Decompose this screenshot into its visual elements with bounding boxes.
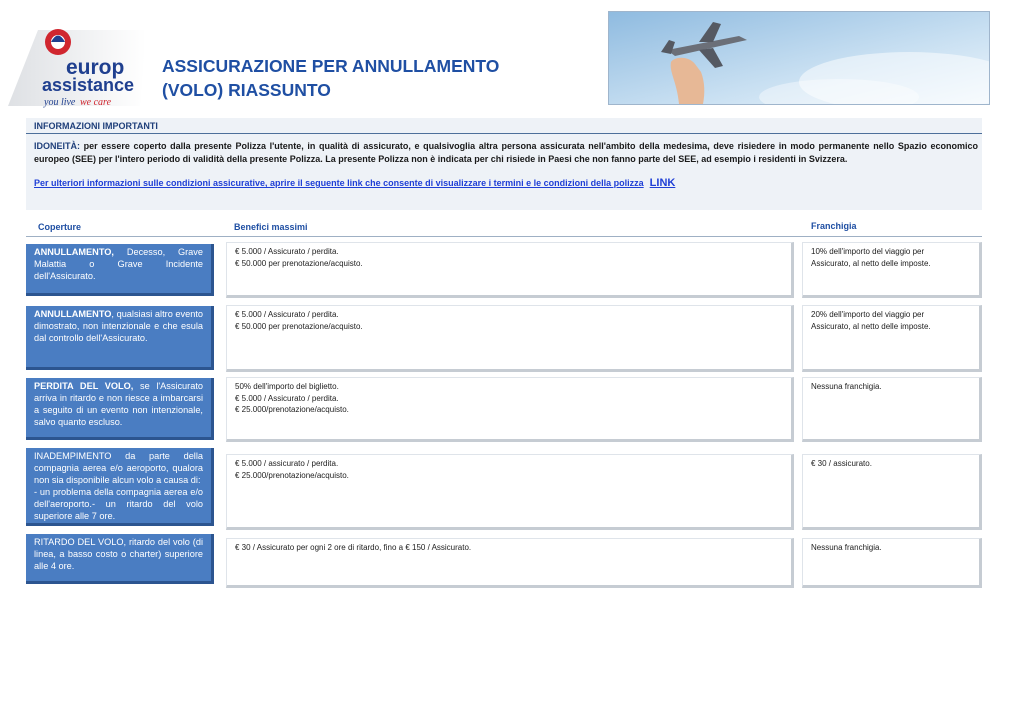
coverage-text: se l'Assicurato arriva in ritardo e non riesce a imbarcarsi a seguito di un evento non intenzionale, salvo quanto escluso.	[34, 381, 204, 427]
benefit-line: € 50.000 per prenotazione/acquisto.	[235, 321, 363, 331]
benefit-line: € 5.000 / Assicurato / perdita.	[235, 310, 339, 319]
deductible-cell	[802, 454, 982, 530]
benefit-line: € 50.000 per prenotazione/acquisto.	[235, 258, 363, 268]
benefit-line: € 25.000/prenotazione/acquisto.	[235, 470, 349, 480]
terms-link-label[interactable]: LINK	[649, 177, 676, 189]
deductible-line: 10% dell'importo del viaggio per	[811, 247, 925, 256]
benefit-cell	[226, 377, 794, 442]
coverage-cell	[26, 534, 214, 584]
info-divider	[26, 133, 982, 134]
eligibility-label: IDONEITÀ:	[34, 141, 80, 151]
benefit-line: € 5.000 / Assicurato / perdita.	[235, 393, 339, 403]
logo-tag-we-care: we care	[80, 97, 112, 108]
terms-link[interactable]	[34, 177, 675, 189]
coverage-text: , qualsiasi altro evento dimostrato, non intenzionale e che esula dal controllo dell'Assicurato.	[34, 309, 203, 343]
page-title-line1: ASSICURAZIONE PER ANNULLAMENTO	[162, 56, 500, 76]
page-title-line2: (VOLO) RIASSUNTO	[162, 80, 331, 100]
coverage-text: RITARDO DEL VOLO, ritardo del volo (di linea, a basso costo o charter) superiore alle 4 ore.	[34, 537, 203, 571]
airplane-photo	[608, 11, 990, 105]
deductible-line: Nessuna franchigia.	[811, 543, 882, 552]
logo-text-europ: europ	[66, 56, 125, 79]
coverage-cell	[26, 244, 214, 296]
deductible-line: Nessuna franchigia.	[811, 382, 882, 391]
coverage-cell	[26, 378, 214, 440]
europ-assistance-logo	[8, 26, 146, 108]
coverage-text: Decesso, Grave Malattia o Grave Incidente dell'Assicurato.	[34, 247, 203, 281]
coverage-text: INADEMPIMENTO da parte della compagnia aerea e/o aeroporto, qualora non sia disponibile alcun volo a causa di: - un problema della compagnia aerea e/o dell'aeroporto.- un ritardo del volo superiore alle 7 ore.	[34, 451, 203, 521]
info-box	[26, 118, 982, 210]
eligibility-body: per essere coperto dalla presente Polizza l'utente, in qualità di assicurato, e qualsivoglia altra persona assicurata nell'ambito della medesima, deve risiedere in modo permanente nello Spazio economico europeo (SEE) per l'intero periodo di validità della presente Polizza. La presente Polizza non è indicata per chi risiede in Paesi che non fanno parte del SEE, ad esempio i residenti in Svizzera.	[34, 141, 978, 164]
benefit-line: 50% dell'importo del biglietto.	[235, 382, 339, 391]
deductible-line: 20% dell'importo del viaggio per	[811, 310, 925, 319]
deductible-line: € 30 / assicurato.	[811, 459, 872, 468]
benefit-cell	[226, 538, 794, 588]
coverage-cell	[26, 306, 214, 370]
deductible-cell	[802, 538, 982, 588]
terms-link-text[interactable]: Per ulteriori informazioni sulle condizioni assicurative, aprire il seguente link che consente di visualizzare i termini e le condizioni della polizza	[34, 178, 644, 188]
eligibility-text	[34, 140, 978, 165]
benefit-line: € 5.000 / assicurato / perdita.	[235, 459, 339, 468]
deductible-cell	[802, 242, 982, 298]
coverage-title: ANNULLAMENTO,	[34, 247, 114, 257]
col-header-coperture: Coperture	[38, 222, 82, 232]
info-heading: INFORMAZIONI IMPORTANTI	[34, 121, 158, 131]
benefit-cell	[226, 305, 794, 372]
deductible-cell	[802, 377, 982, 442]
col-header-benefici: Benefici massimi	[234, 222, 308, 232]
benefit-cell	[226, 454, 794, 530]
deductible-line: Assicurato, al netto delle imposte.	[811, 258, 931, 268]
logo-text-assistance: assistance	[42, 75, 135, 95]
coverage-cell	[26, 448, 214, 526]
benefit-line: € 25.000/prenotazione/acquisto.	[235, 405, 349, 415]
benefit-cell	[226, 242, 794, 298]
logo-tag-you-live: you live	[44, 97, 76, 108]
benefit-line: € 5.000 / Assicurato / perdita.	[235, 247, 339, 256]
coverage-title: PERDITA DEL VOLO,	[34, 381, 134, 391]
header-divider	[26, 236, 982, 237]
deductible-line: Assicurato, al netto delle imposte.	[811, 321, 931, 331]
deductible-cell	[802, 305, 982, 372]
coverage-title: ANNULLAMENTO	[34, 309, 112, 319]
col-header-franchigia: Franchigia	[811, 221, 857, 231]
page-title	[162, 54, 582, 102]
benefit-line: € 30 / Assicurato per ogni 2 ore di ritardo, fino a € 150 / Assicurato.	[235, 543, 472, 552]
